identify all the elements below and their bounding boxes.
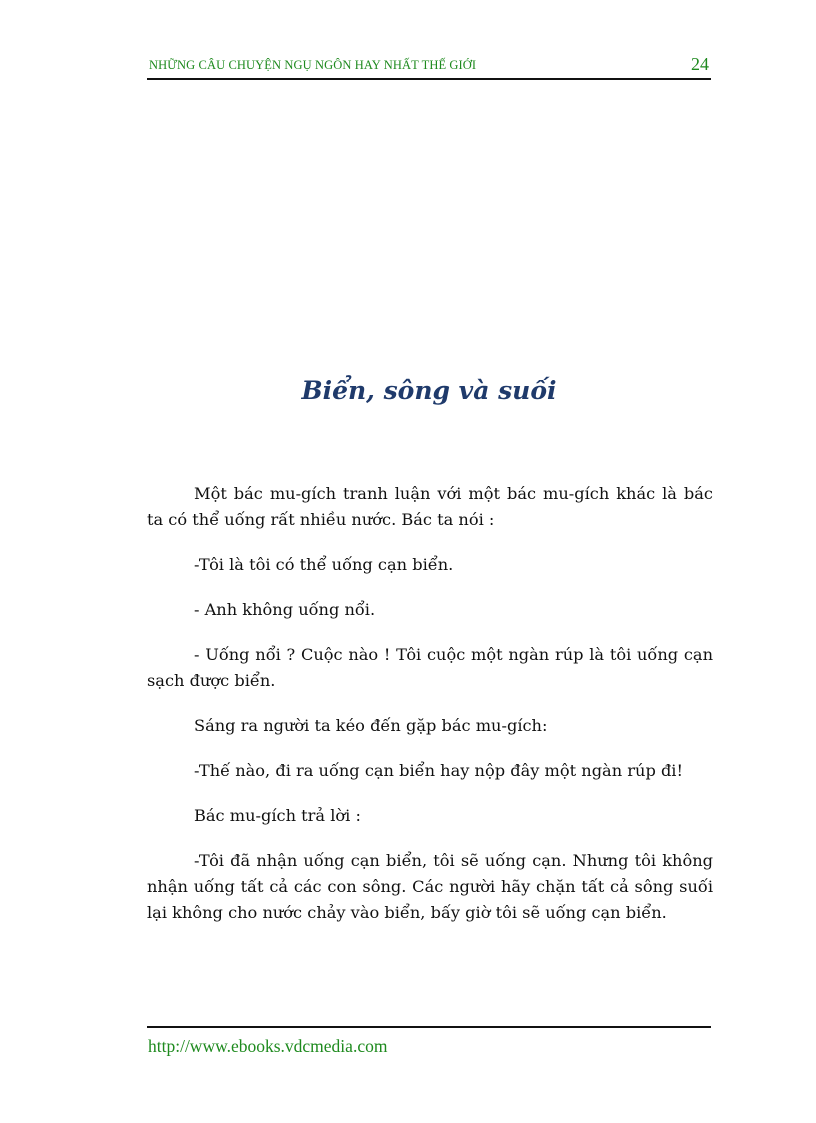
paragraph: Một bác mu-gích tranh luận với một bác mu-gích khác là bác ta có thể uống rất nhiều nước. Bác ta nói : (147, 484, 713, 529)
paragraph: -Thế nào, đi ra uống cạn biển hay nộp đây một ngàn rúp đi! (194, 761, 683, 780)
paragraph: Sáng ra người ta kéo đến gặp bác mu-gích: (194, 716, 548, 735)
story-title: Biển, sông và suối (301, 376, 557, 405)
paragraph: -Tôi là tôi có thể uống cạn biển. (194, 555, 454, 574)
paragraph: Bác mu-gích trả lời : (194, 806, 361, 825)
story-body (147, 481, 713, 945)
book-title: NHỮNG CÂU CHUYỆN NGỤ NGÔN HAY NHẤT THẾ GIỚI (149, 58, 477, 72)
page-footer (147, 1026, 711, 1056)
paragraph: - Uống nổi ? Cuộc nào ! Tôi cuộc một ngàn rúp là tôi uống cạn sạch được biển. (147, 645, 713, 690)
page-number: 24 (691, 54, 709, 74)
website-link[interactable]: http://www.ebooks.vdcmedia.com (148, 1036, 388, 1056)
paragraph: - Anh không uống nổi. (194, 600, 376, 619)
page-header (147, 54, 711, 80)
paragraph: -Tôi đã nhận uống cạn biển, tôi sẽ uống cạn. Nhưng tôi không nhận uống tất cả các con sông. Các người hãy chặn tất cả sông suối lại không cho nước chảy vào biển, bấy giờ tôi sẽ uống cạn biển. (147, 851, 713, 922)
